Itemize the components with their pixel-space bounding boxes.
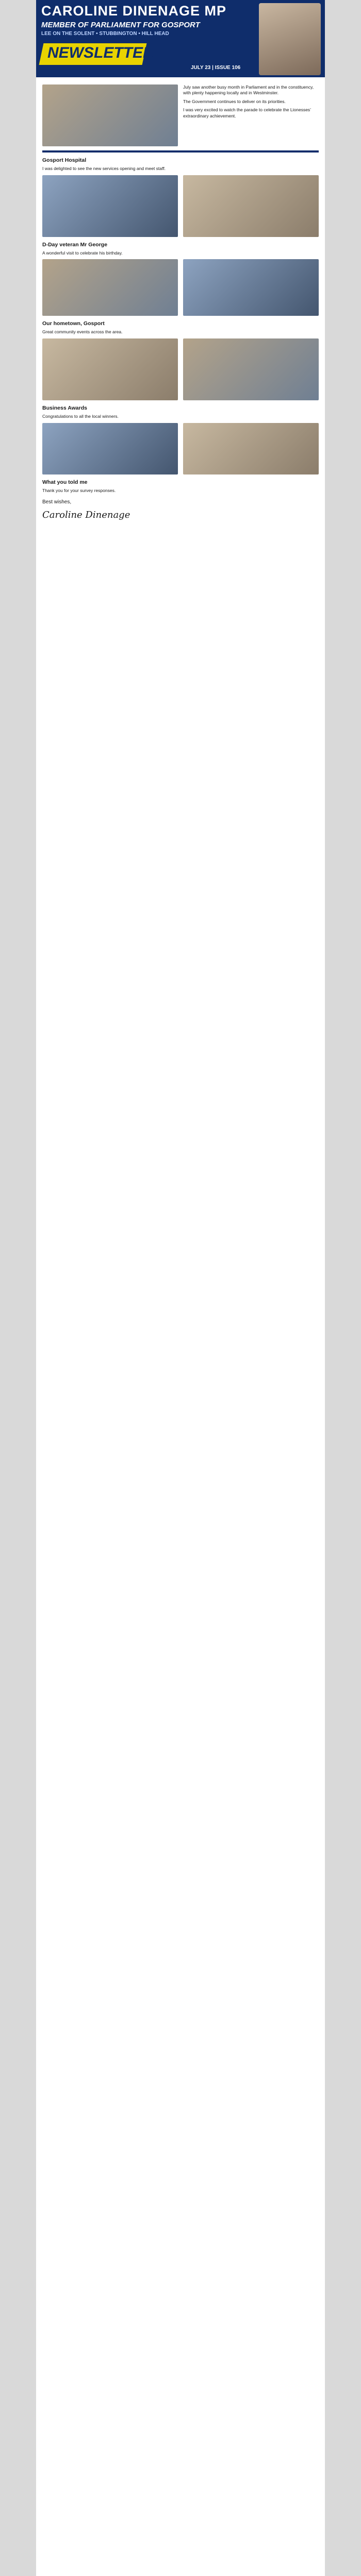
mp-role: MEMBER OF PARLIAMENT FOR GOSPORT [41,21,200,29]
mp-photo [259,3,321,75]
section-title-1: D-Day veteran Mr George [42,241,108,248]
section-title-4: What you told me [42,479,88,485]
photo-4 [42,338,178,400]
section-text-2: Great community events across the area. [42,329,123,335]
newsletter-title: NEWSLETTER [47,44,154,61]
photo-6 [42,423,178,474]
photo-0 [42,175,178,237]
photo-3 [183,259,319,316]
section-title-2: Our hometown, Gosport [42,320,105,327]
intro-3: I was very excited to watch the parade to celebrate the Lionesses’ extraordinary achievement. [183,107,311,118]
newsletter-wrapper [36,0,325,2576]
photo-2 [42,259,178,316]
best-wishes: Best wishes, [42,499,72,505]
section-text-1: A wonderful visit to celebrate his birthday. [42,250,123,256]
section-text-0: I was delighted to see the new services opening and meet staff. [42,166,166,172]
header-banner [36,0,325,77]
section-title-0: Gosport Hospital [42,157,87,163]
constituency: LEE ON THE SOLENT • STUBBINGTON • HILL HEAD [41,31,169,37]
section-title-3: Business Awards [42,404,87,411]
intro-1: July saw another busy month in Parliament and in the constituency, with plenty happening locally and in Westminster. [183,84,314,96]
photo-5 [183,338,319,400]
photo-1 [183,175,319,237]
photo-7 [183,423,319,474]
newsletter-content [36,77,325,526]
section-text-3: Congratulations to all the local winners. [42,414,119,419]
mp-name: CAROLINE DINENAGE MP [41,3,227,19]
issue-label: JULY 23 | ISSUE 106 [191,65,241,71]
photo-parliament [42,84,178,146]
section-text-4: Thank you for your survey responses. [42,487,116,493]
intro-2: The Government continues to deliver on its priorities. [183,98,286,104]
signature: Caroline Dinenage [42,509,130,520]
signoff [42,499,319,521]
